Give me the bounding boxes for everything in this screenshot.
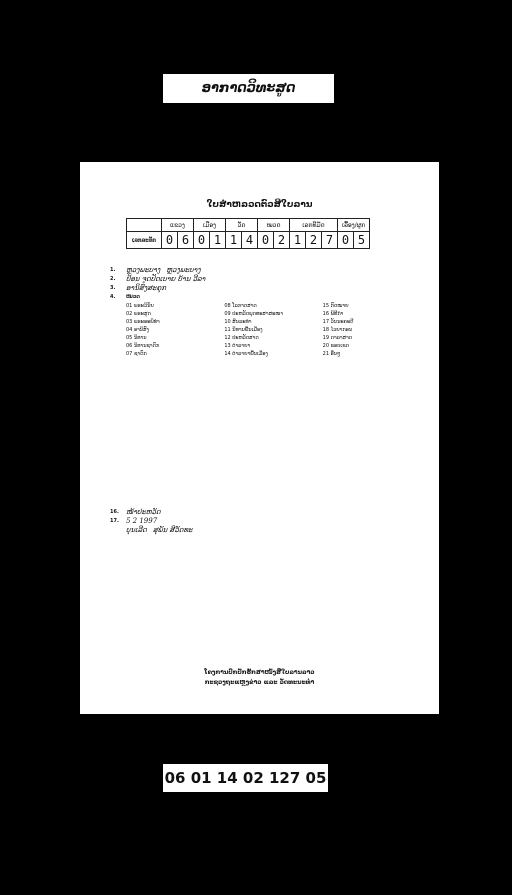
code-header: ໝວດ <box>258 219 290 232</box>
title-value: ອານິສົງສະຄຸກ <box>126 284 166 292</box>
province-value: ຫຼວງພະບາງ <box>126 266 161 274</box>
code-table <box>126 218 370 249</box>
category-option: 14 ຕຳລາຍາພື້ນເມືອງ <box>224 351 268 357</box>
code-header: ເລື້ອງ/ຜູກ <box>338 219 370 232</box>
signer-2: ສຸພັນ ສີວັດທະ <box>152 526 193 534</box>
category-option: 17 ວັນນະຄະດີ <box>322 319 354 325</box>
date-value: 5 2 1997 <box>126 517 158 525</box>
form-title: ໃບສຳຫລວດຕົວສີໃບລານ <box>206 200 313 210</box>
form-fields-area <box>110 358 421 508</box>
temple-value: ປ້ອນ ຈູດປັດເບາຍ ບ້ານ ວີລາ <box>126 275 206 283</box>
category-option: 06 ນິທານຊາດົກ <box>126 343 160 349</box>
code-digit: 7 <box>322 232 338 249</box>
code-header: ແຂວງ <box>162 219 194 232</box>
bottom-code-label: 06 01 14 02 127 05 <box>163 764 328 792</box>
category-option: 05 ນິທານ <box>126 335 147 341</box>
code-header: ເລກທີມັດ <box>290 219 338 232</box>
code-header: ວັດ <box>226 219 258 232</box>
city-value: ຫຼວງພະບາງ <box>166 266 201 274</box>
footer-line: ໂຄງການປົກປັກຮັກສາໜັງສືໃບລານລາວ <box>204 669 315 676</box>
header-label: ອາກາດວິທະສູດ <box>163 74 334 103</box>
code-digit: 0 <box>162 232 178 249</box>
category-option: 13 ຕຳລາຍາ <box>224 343 251 349</box>
category-option: 04 ອານິສົງ <box>126 327 150 333</box>
form-footer <box>80 668 439 688</box>
code-digit: 6 <box>178 232 194 249</box>
category-option: 15 ກົດໝາຍ <box>322 303 349 309</box>
category-option: 12 ປະຫວັດສາດ <box>224 335 259 341</box>
code-digit: 4 <box>242 232 258 249</box>
category-option: 01 ພຣະວິນັຍ <box>126 303 154 309</box>
category-option: 11 ນິທານພື້ນເມືອງ <box>224 327 263 333</box>
category-options <box>126 302 421 358</box>
signer-1: ບຸນເລີດ <box>126 526 147 534</box>
code-digit: 2 <box>274 232 290 249</box>
category-option: 08 ໂລກາດສາດ <box>224 303 257 309</box>
code-header: ເມືອງ <box>194 219 226 232</box>
form-rows: 1. ຫຼວງພະບາງ ຫຼວງພະບາງ 2. ປ້ອນ ຈູດປັດເບາຍ ບ້ານ ວີລາ 3. ອານິສົງສະຄຸກ 4. ໝວດ 01 ພຣະວິນັຍ 08 ໂລກາດສາດ 15 ກົດໝາຍ 02 ພຣະສູດ 09 ປະຫວັດພຸດທະສາສະໜາ 16 ພິທີກຳ 03 ພຣະອະພິທຳ 10 ສິນລະທຳ 17 ວັນນະຄະດີ 04 ອານິສົງ 11 ນິທານພື້ນເມືອງ 18 ໄວຍາກອນ 05 ນິທານ 12 ປະຫວັດສາດ 19 ດາລາສາດ 06 ນິທານຊາດົກ 13 ຕຳລາຍາ 20 ຂອບເຂດ 07 ຊາດົກ 14 ຕຳລາຍາພື້ນເມືອງ 21 ອື່ນໆ 16. ໜ້າປະຫວັດ 17. 5 2 1997 ບຸນເລີດ ສຸພັນ ສີວັດທະ <box>110 266 421 535</box>
code-digit: 0 <box>194 232 210 249</box>
category-option: 16 ພິທີກຳ <box>322 311 344 317</box>
category-option: 20 ຂອບເຂດ <box>322 343 349 349</box>
code-digit: 1 <box>226 232 242 249</box>
code-digit: 1 <box>210 232 226 249</box>
code-digit: 0 <box>258 232 274 249</box>
category-option: 07 ຊາດົກ <box>126 351 147 357</box>
category-option: 03 ພຣະອະພິທຳ <box>126 319 160 325</box>
category-title: ໝວດ <box>126 294 140 300</box>
category-option: 18 ໄວຍາກອນ <box>322 327 353 333</box>
category-option: 10 ສິນລະທຳ <box>224 319 252 325</box>
category-option: 02 ພຣະສູດ <box>126 311 151 317</box>
note-value: ໜ້າປະຫວັດ <box>126 508 161 516</box>
category-option: 19 ດາລາສາດ <box>322 335 353 341</box>
code-digit: 0 <box>338 232 354 249</box>
code-digit: 2 <box>306 232 322 249</box>
footer-line: ກະຊວງຖະແຫຼງຂ່າວ ແລະ ວັດທະນະທຳ <box>204 679 315 686</box>
category-option: 09 ປະຫວັດພຸດທະສາສະໜາ <box>224 311 284 317</box>
manuscript-form <box>80 162 439 714</box>
code-label: ເລກລະຫັດ <box>127 232 162 249</box>
code-digit: 1 <box>290 232 306 249</box>
category-option: 21 ອື່ນໆ <box>322 351 341 357</box>
code-digit: 5 <box>354 232 370 249</box>
